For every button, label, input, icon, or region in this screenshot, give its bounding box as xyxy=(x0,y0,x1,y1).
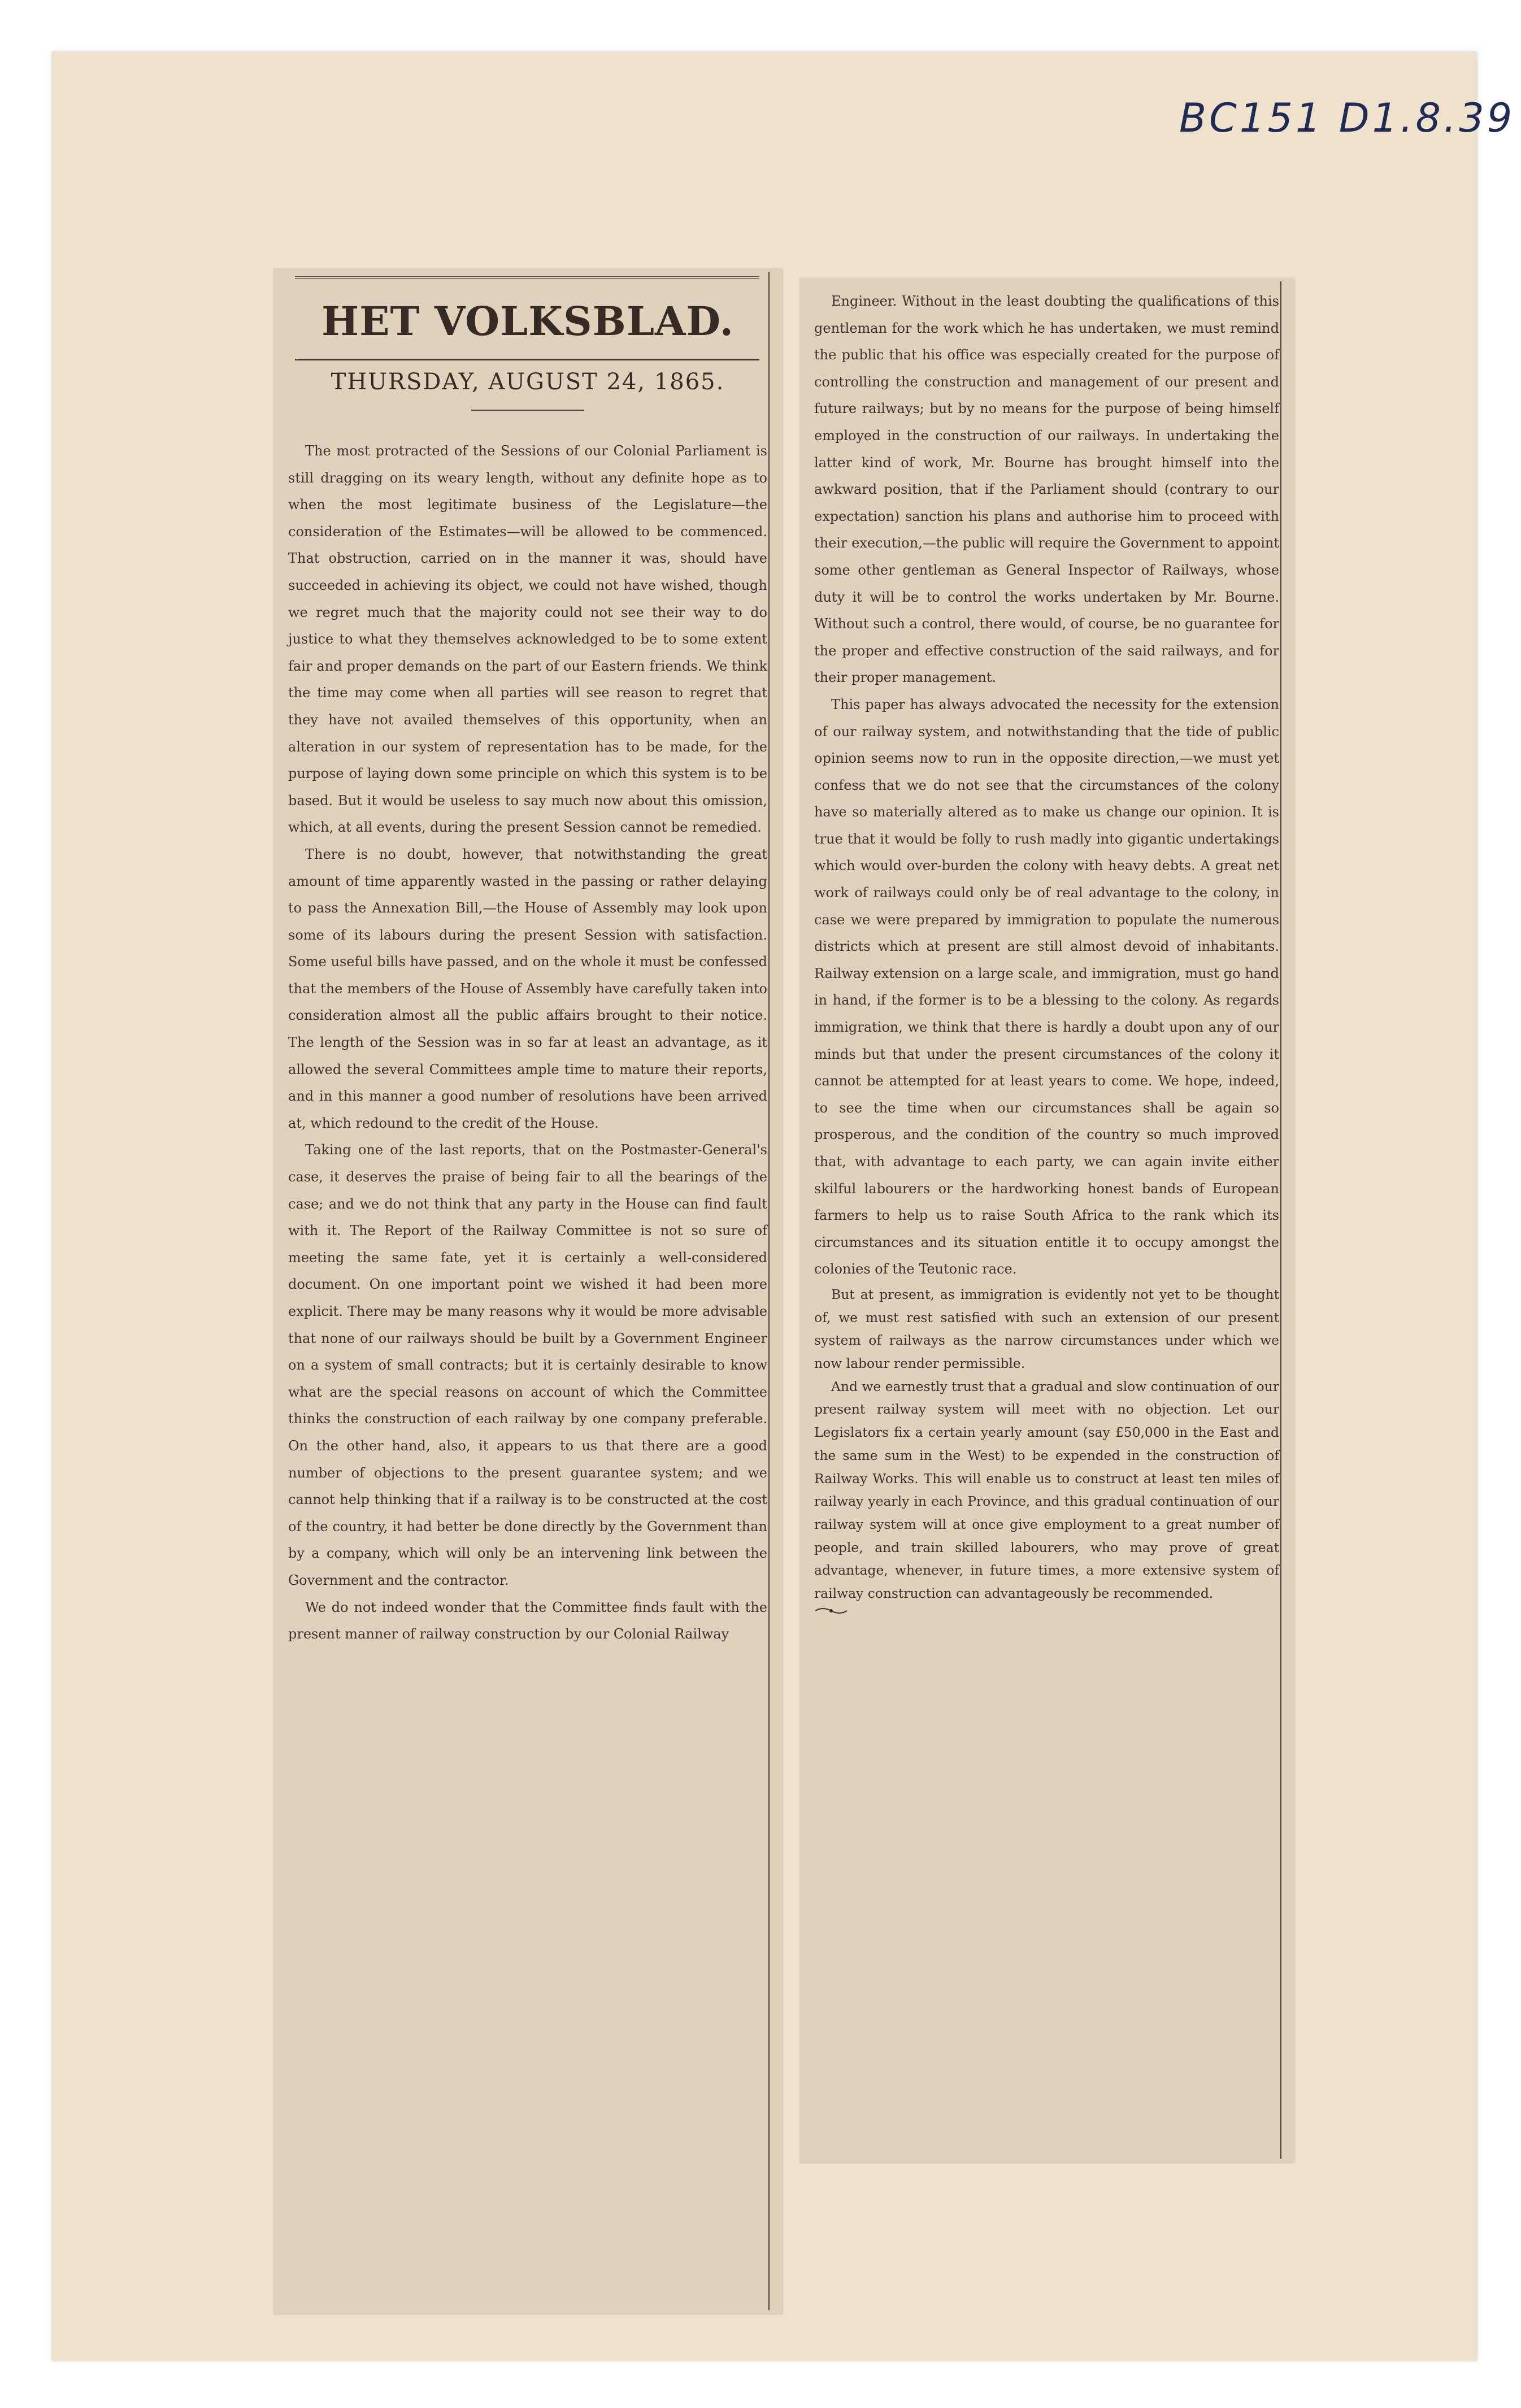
column-rule xyxy=(1280,281,1281,2159)
article-paragraph: We do not indeed wonder that the Committee finds fault with the present manner of railway construction by our Colonial Railway xyxy=(288,1599,767,1642)
article-paragraph: Engineer. Without in the least doubting the qualifications of this gentleman for the work which he has undertaken, we must remind the public that his office was especially created for the purpose of controlling the construction and management of our present and future railways; but by no means for the purpose of being himself employed in the construction of our railways. In undertaking the latter kind of work, Mr. Bourne has brought himself into the awkward position, that if the Parliament should (contrary to our expectation) sanction his plans and authorise him to proceed with their execution,—the public will require the Government to appoint some other gentleman as General Inspector of Railways, whose duty it will be to control the works undertaken by Mr. Bourne. Without such a control, there would, of course, be no guarantee for the proper and effective construction of the said railways, and for their proper management. xyxy=(814,293,1279,686)
article-paragraph: But at present, as immigration is evidently not yet to be thought of, we must rest satisfied with such an extension of our present system of railways as the narrow circumstances under which we now labour render permissible. xyxy=(814,1286,1279,1372)
article-paragraph: Taking one of the last reports, that on the Postmaster-General's case, it deserves the praise of being fair to all the bearings of the case; and we do not think that any party in the House can find fault with it. The Report of the Railway Committee is not so sure of meeting the same fate, yet it is certainly a well-considered document. On one important point we wished it had been more explicit. There may be many reasons why it would be more advisable that none of our railways should be built by a Government Engineer on a system of small contracts; but it is certainly desirable to know what are the special reasons on account of which the Committee thinks the construction of each railway by one company preferable. On the other hand, also, it appears to us that there are a good number of objections to the present guarantee system; and we cannot help thinking that if a railway is to be constructed at the cost of the country, it had better be done directly by the Government than by a company, which will only be an intervening link between the Government and the contractor. xyxy=(288,1142,767,1588)
newspaper-clipping-left-column xyxy=(273,268,782,2314)
masthead-top-rule xyxy=(295,276,759,279)
ornament-tailpiece-icon xyxy=(814,1605,848,1616)
column-rule xyxy=(768,272,770,2310)
right-column-text xyxy=(814,288,1279,1616)
dateline: THURSDAY, AUGUST 24, 1865. xyxy=(331,369,725,395)
masthead-bottom-rule xyxy=(295,359,759,360)
article-paragraph: And we earnestly trust that a gradual and slow continuation of our present railway system will meet with no objection. Let our Legislators fix a certain yearly amount (say £50,000 in the East and the same sum in the West) to be expended in the construction of Railway Works. This will enable us to construct at least ten miles of railway yearly in each Province, and this gradual continuation of our railway system will at once give employment to a great number of people, and train skilled labourers, who may prove of great advantage, whenever, in future times, a more extensive system of railway construction can advantageously be recommended. xyxy=(814,1378,1279,1602)
masthead-title: HET VOLKSBLAD. xyxy=(321,298,734,345)
newspaper-clipping-right-column xyxy=(799,278,1294,2162)
article-paragraph: This paper has always advocated the necessity for the extension of our railway system, and notwithstanding that the tide of public opinion seems now to run in the opposite direction,—we must yet confess that we do not see that the circumstances of the colony have so materially altered as to make us change our opinion. It is true that it would be folly to rush madly into gigantic undertakings which would over-burden the colony with heavy debts. A great net work of railways could only be of real advantage to the colony, in case we were prepared by immigration to populate the numerous districts which at present are still almost devoid of inhabitants. Railway extension on a large scale, and immigration, must go hand in hand, if the former is to be a blessing to the colony. As regards immigration, we think that there is hardly a doubt upon any of our minds but that under the present circumstances of the colony it cannot be attempted for at least years to come. We hope, indeed, to see the time when our circumstances shall be again so prosperous, and the condition of the country so much improved that, with advantage to each party, we can again invite either skilful labourers or the hardworking honest bands of European farmers to help us to raise South Africa to the rank which its circumstances and its situation entitle it to occupy amongst the colonies of the Teutonic race. xyxy=(814,696,1279,1277)
left-column-text xyxy=(288,438,767,1648)
dateline-rule xyxy=(471,410,584,411)
catalog-reference-mark: BC151 D1.8.39 xyxy=(1179,95,1515,141)
archival-backing-sheet xyxy=(52,52,1515,2361)
article-paragraph: The most protracted of the Sessions of our Colonial Parliament is still dragging on its weary length, without any definite hope as to when the most legitimate business of the Legislature—the consideration of the Estimates—will be allowed to be commenced. That obstruction, carried on in the manner it was, should have succeeded in achieving its object, we could not have wished, though we regret much that the majority could not see their way to do justice to what they themselves acknowledged to be to some extent fair and proper demands on the part of our Eastern friends. We think the time may come when all parties will see reason to regret that they have not availed themselves of this opportunity, when an alteration in our system of representation has to be made, for the purpose of laying down some principle on which this system is to be based. But it would be useless to say much now about this omission, which, at all events, during the present Session cannot be remedied. xyxy=(288,443,767,836)
article-paragraph: There is no doubt, however, that notwithstanding the great amount of time apparently wasted in the passing or rather delaying to pass the Annexation Bill,—the House of Assembly may look upon some of its labours during the present Session with satisfaction. Some useful bills have passed, and on the whole it must be confessed that the members of the House of Assembly have carefully taken into consideration almost all the public affairs brought to their notice. The length of the Session was in so far at least an advantage, as it allowed the several Committees ample time to mature their reports, and in this manner a good number of resolutions have been arrived at, which redound to the credit of the House. xyxy=(288,846,767,1131)
